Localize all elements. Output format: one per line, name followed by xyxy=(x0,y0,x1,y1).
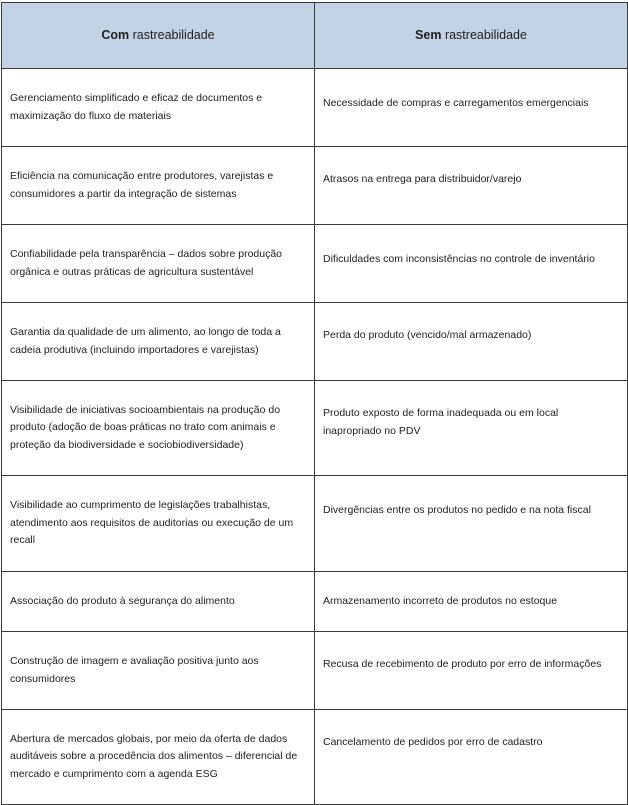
table-row xyxy=(2,225,628,303)
header-com-bold: Com xyxy=(101,27,130,42)
table-row xyxy=(2,476,628,572)
header-com-rastreabilidade xyxy=(2,3,315,69)
cell-com: Gerenciamento simplificado e eficaz de documentos e maximização do fluxo de materiais xyxy=(2,69,315,147)
cell-com: Associação do produto à segurança do alimento xyxy=(2,572,315,632)
cell-sem-text: Recusa de recebimento de produto por erro de informações xyxy=(323,658,602,670)
cell-com: Construção de imagem e avaliação positiva junto aos consumidores xyxy=(2,632,315,710)
cell-sem xyxy=(315,225,628,303)
table-row xyxy=(2,69,628,147)
cell-sem-text: Cancelamento de pedidos por erro de cadastro xyxy=(323,736,543,748)
table-row xyxy=(2,572,628,632)
cell-sem-text: Perda do produto (vencido/mal armazenado) xyxy=(323,329,532,341)
header-sem-rest: rastreabilidade xyxy=(441,27,527,42)
cell-sem xyxy=(315,632,628,710)
header-sem-rastreabilidade xyxy=(315,3,628,69)
table-row xyxy=(2,710,628,805)
cell-sem xyxy=(315,381,628,476)
cell-sem-text: Necessidade de compras e carregamentos emergenciais xyxy=(323,97,589,109)
header-sem-bold: Sem xyxy=(415,27,442,42)
cell-com: Confiabilidade pela transparência – dados sobre produção orgânica e outras práticas de agricultura sustentável xyxy=(2,225,315,303)
cell-com: Eficiência na comunicação entre produtores, varejistas e consumidores a partir da integração de sistemas xyxy=(2,147,315,225)
cell-com: Garantia da qualidade de um alimento, ao longo de toda a cadeia produtiva (incluindo importadores e varejistas) xyxy=(2,303,315,381)
cell-sem xyxy=(315,303,628,381)
cell-sem xyxy=(315,147,628,225)
comparison-table xyxy=(1,2,628,805)
cell-sem xyxy=(315,69,628,147)
cell-sem-text: Dificuldades com inconsistências no controle de inventário xyxy=(323,253,595,265)
cell-sem-text: Divergências entre os produtos no pedido e na nota fiscal xyxy=(323,504,591,516)
cell-sem xyxy=(315,476,628,572)
cell-com: Visibilidade ao cumprimento de legislações trabalhistas, atendimento aos requisitos de auditorias ou execução de um recall xyxy=(2,476,315,572)
cell-sem xyxy=(315,572,628,632)
table-row xyxy=(2,147,628,225)
comparison-table-container xyxy=(1,2,627,805)
cell-com: Abertura de mercados globais, por meio da oferta de dados auditáveis sobre a procedência dos alimentos – diferencial de mercado e cumprimento com a agenda ESG xyxy=(2,710,315,805)
header-com-rest: rastreabilidade xyxy=(129,27,215,42)
header-row xyxy=(2,3,628,69)
cell-sem xyxy=(315,710,628,805)
table-row xyxy=(2,303,628,381)
cell-sem-text: Armazenamento incorreto de produtos no estoque xyxy=(323,595,558,607)
cell-sem-text: Atrasos na entrega para distribuidor/varejo xyxy=(323,173,522,185)
table-row xyxy=(2,632,628,710)
cell-sem-text: Produto exposto de forma inadequada ou em local inapropriado no PDV xyxy=(323,407,559,437)
table-row xyxy=(2,381,628,476)
cell-com: Visibilidade de iniciativas socioambientais na produção do produto (adoção de boas práticas no trato com animais e proteção da biodiversidade e sociobiodiversidade) xyxy=(2,381,315,476)
